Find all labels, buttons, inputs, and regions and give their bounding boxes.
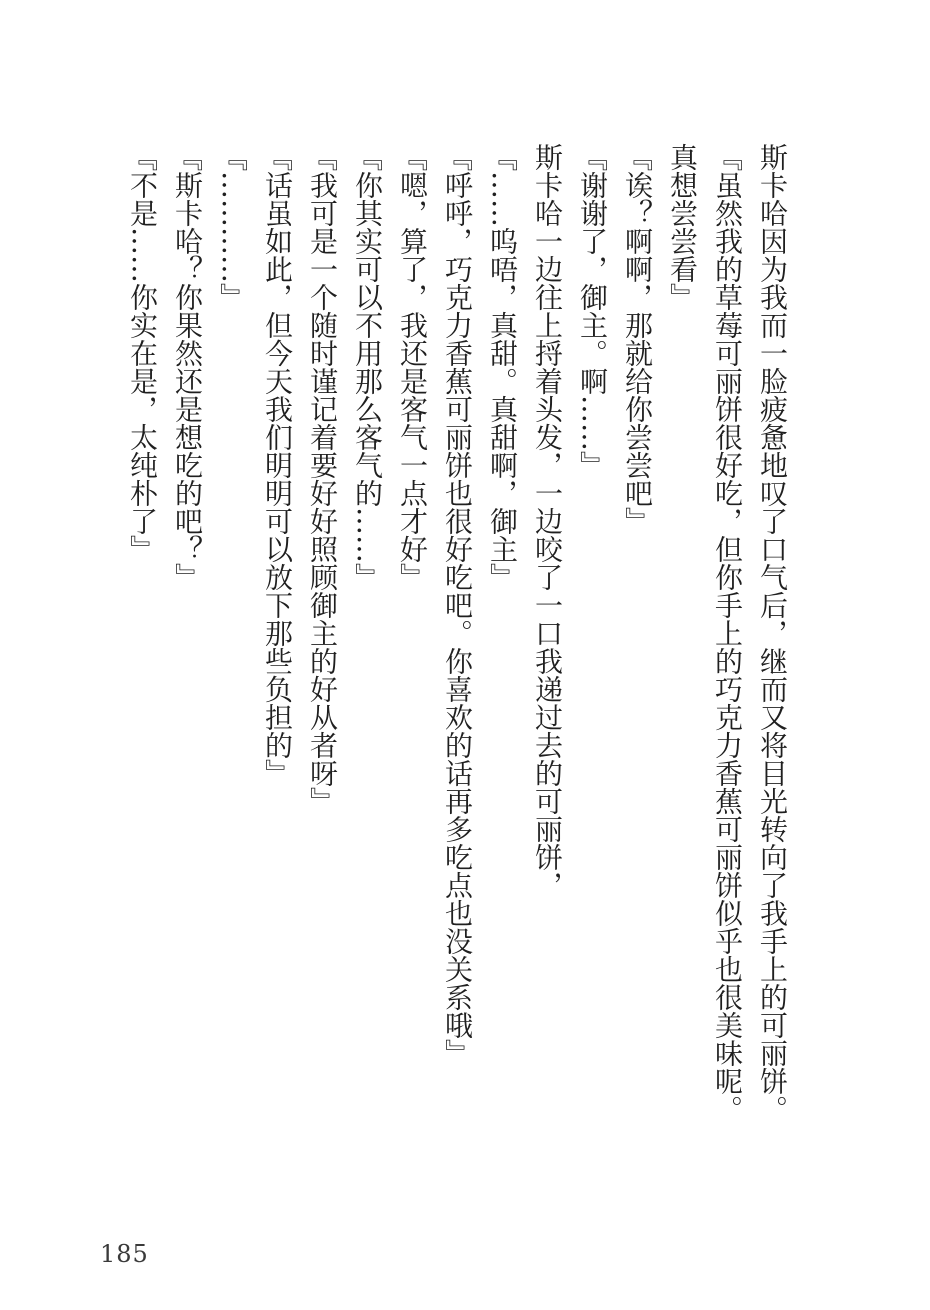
dialogue-paragraph: 『…………』	[216, 143, 249, 311]
dialogue-paragraph: 『虽然我的草莓可丽饼很好吃，但你手上的巧克力香蕉可丽饼似乎也很美味呢。真想尝尝看』	[666, 143, 744, 1123]
dialogue-paragraph: 『你其实可以不用那么客气的……』	[351, 143, 384, 591]
dialogue-paragraph: 『谢谢了，御主。啊……』	[576, 143, 609, 479]
dialogue-paragraph: 『诶？啊啊，那就给你尝尝吧』	[621, 143, 654, 535]
narration-paragraph: 斯卡哈因为我而一脸疲惫地叹了口气后，继而又将目光转向了我手上的可丽饼。	[756, 143, 789, 1123]
dialogue-paragraph: 『……呜唔，真甜。真甜啊，御主』	[486, 143, 519, 591]
dialogue-paragraph: 『我可是一个随时谨记着要好好照顾御主的好从者呀』	[306, 143, 339, 815]
dialogue-paragraph: 『话虽如此，但今天我们明明可以放下那些负担的』	[261, 143, 294, 787]
dialogue-paragraph: 『呼呼，巧克力香蕉可丽饼也很好吃吧。你喜欢的话再多吃点也没关系哦』	[441, 143, 474, 1067]
page-number: 185	[100, 1240, 149, 1268]
novel-text-block	[105, 143, 795, 1127]
dialogue-paragraph: 『斯卡哈？你果然还是想吃的吧？』	[171, 143, 204, 591]
dialogue-paragraph: 『不是……你实在是，太纯朴了』	[126, 143, 159, 563]
dialogue-paragraph: 『嗯，算了，我还是客气一点才好』	[396, 143, 429, 591]
narration-paragraph: 斯卡哈一边往上捋着头发，一边咬了一口我递过去的可丽饼，	[531, 143, 564, 899]
